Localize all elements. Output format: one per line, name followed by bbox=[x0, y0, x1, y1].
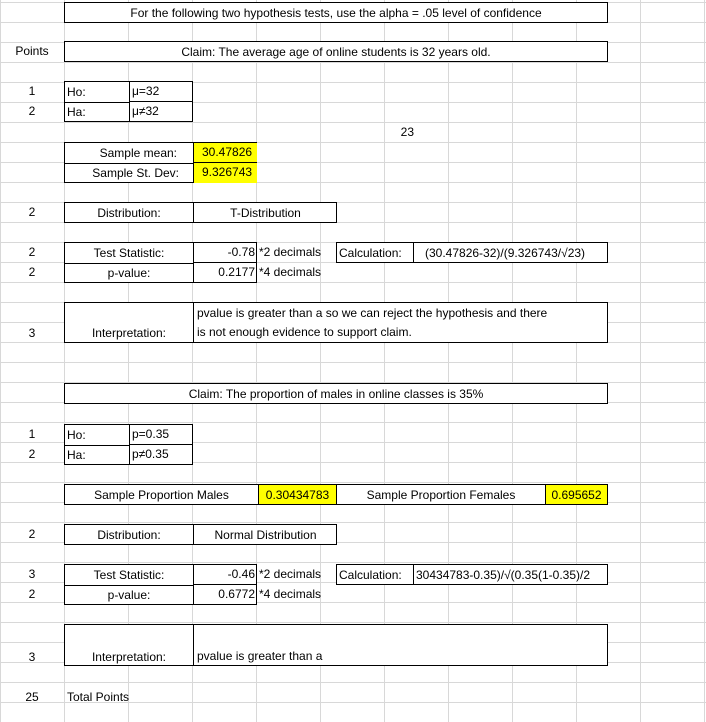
pvalue-1-note: *4 decimals bbox=[259, 265, 322, 279]
ho-1-value[interactable]: μ=32 bbox=[129, 82, 193, 102]
points-pvalue-1: 2 bbox=[28, 265, 36, 279]
interpretation-1-line1: pvalue is greater than a so we can reject the hypothesis and there bbox=[197, 306, 548, 320]
test-stat-1-table bbox=[64, 242, 257, 283]
test-stat-2-table bbox=[64, 564, 257, 605]
test-stat-1-value[interactable]: -0.78 bbox=[193, 243, 257, 263]
ho-1-label: Ho: bbox=[67, 85, 86, 99]
calculation-1-value[interactable]: (30.47826-32)/(9.326743/√23) bbox=[413, 243, 607, 262]
points-pvalue-2: 2 bbox=[28, 587, 36, 601]
points-distribution-2: 2 bbox=[28, 527, 36, 541]
distribution-2-value[interactable]: Normal Distribution bbox=[193, 525, 337, 544]
interpretation-1-table bbox=[64, 302, 608, 343]
points-test-stat-2: 3 bbox=[28, 567, 36, 581]
sample-mean-1-label: Sample mean: bbox=[99, 146, 177, 160]
sample-proportions-2-table bbox=[64, 484, 608, 505]
pvalue-2-label: p-value: bbox=[65, 585, 193, 605]
points-interpretation-2: 3 bbox=[28, 650, 36, 664]
title-text: For the following two hypothesis tests, use the alpha = .05 level of confidence bbox=[130, 6, 542, 20]
ha-2-value[interactable]: p≠0.35 bbox=[129, 445, 193, 465]
claim-2-text: Claim: The proportion of males in online classes is 35% bbox=[188, 387, 484, 401]
points-ha-1: 2 bbox=[28, 104, 36, 118]
claim-1-cell[interactable] bbox=[64, 41, 608, 62]
test-stat-1-note: *2 decimals bbox=[259, 245, 322, 259]
distribution-1-label: Distribution: bbox=[97, 206, 161, 220]
pvalue-1-label: p-value: bbox=[65, 263, 193, 283]
points-interpretation-1: 3 bbox=[28, 326, 36, 340]
interpretation-1-value[interactable] bbox=[193, 303, 607, 342]
points-ha-2: 2 bbox=[28, 447, 36, 461]
calculation-1-label: Calculation: bbox=[339, 246, 402, 260]
claim-2-cell[interactable] bbox=[64, 383, 608, 404]
points-test-stat-1: 2 bbox=[28, 245, 36, 259]
pvalue-2-value[interactable]: 0.6772 bbox=[193, 585, 257, 605]
pvalue-1-value[interactable]: 0.2177 bbox=[193, 263, 257, 283]
sample-males-2-value[interactable]: 0.30434783 bbox=[258, 485, 337, 504]
ha-1-value[interactable]: μ≠32 bbox=[129, 102, 193, 122]
ho-2-label: Ho: bbox=[67, 428, 86, 442]
ha-1-label: Ha: bbox=[65, 102, 129, 122]
sample-females-2-label: Sample Proportion Females bbox=[366, 488, 516, 502]
total-points-label: Total Points bbox=[67, 690, 130, 704]
test-stat-2-label: Test Statistic: bbox=[93, 568, 165, 582]
hypotheses-1-table bbox=[64, 81, 193, 122]
interpretation-1-line2: is not enough evidence to support claim. bbox=[197, 325, 412, 339]
sample-stats-1-table bbox=[64, 142, 257, 183]
interpretation-1-label: Interpretation: bbox=[91, 326, 167, 340]
pvalue-2-note: *4 decimals bbox=[259, 587, 322, 601]
test-stat-1-label: Test Statistic: bbox=[93, 246, 165, 260]
sample-sd-1-label: Sample St. Dev: bbox=[65, 163, 193, 183]
calculation-2-value[interactable]: 30434783-0.35)/√(0.35(1-0.35)/2 bbox=[413, 565, 607, 584]
sample-size-1[interactable]: 23 bbox=[400, 125, 414, 139]
sample-sd-1-value[interactable]: 9.326743 bbox=[193, 163, 257, 183]
ha-2-label: Ha: bbox=[65, 445, 129, 465]
calculation-2-table bbox=[336, 564, 608, 585]
points-header: Points bbox=[15, 44, 49, 58]
interpretation-2-value[interactable]: pvalue is greater than a bbox=[193, 625, 607, 665]
distribution-2-label: Distribution: bbox=[97, 528, 161, 542]
sample-mean-1-value[interactable]: 30.47826 bbox=[193, 143, 257, 163]
points-ho-1: 1 bbox=[28, 84, 36, 98]
interpretation-2-label: Interpretation: bbox=[91, 650, 167, 664]
sample-females-2-value[interactable]: 0.695652 bbox=[545, 485, 607, 504]
distribution-1-table bbox=[64, 202, 337, 223]
ho-2-value[interactable]: p=0.35 bbox=[129, 425, 193, 445]
calculation-1-table bbox=[336, 242, 608, 263]
distribution-1-value[interactable]: T-Distribution bbox=[193, 203, 337, 222]
test-stat-2-note: *2 decimals bbox=[259, 567, 322, 581]
hypotheses-2-table bbox=[64, 424, 193, 465]
points-distribution-1: 2 bbox=[28, 205, 36, 219]
claim-1-text: Claim: The average age of online students is 32 years old. bbox=[181, 45, 491, 59]
test-stat-2-value[interactable]: -0.46 bbox=[193, 565, 257, 585]
title-cell[interactable] bbox=[64, 2, 608, 23]
sample-males-2-label: Sample Proportion Males bbox=[94, 488, 229, 502]
calculation-2-label: Calculation: bbox=[339, 568, 402, 582]
points-ho-2: 1 bbox=[28, 427, 36, 441]
distribution-2-table bbox=[64, 524, 337, 545]
total-points-value[interactable]: 25 bbox=[25, 690, 39, 704]
interpretation-2-table bbox=[64, 624, 608, 666]
